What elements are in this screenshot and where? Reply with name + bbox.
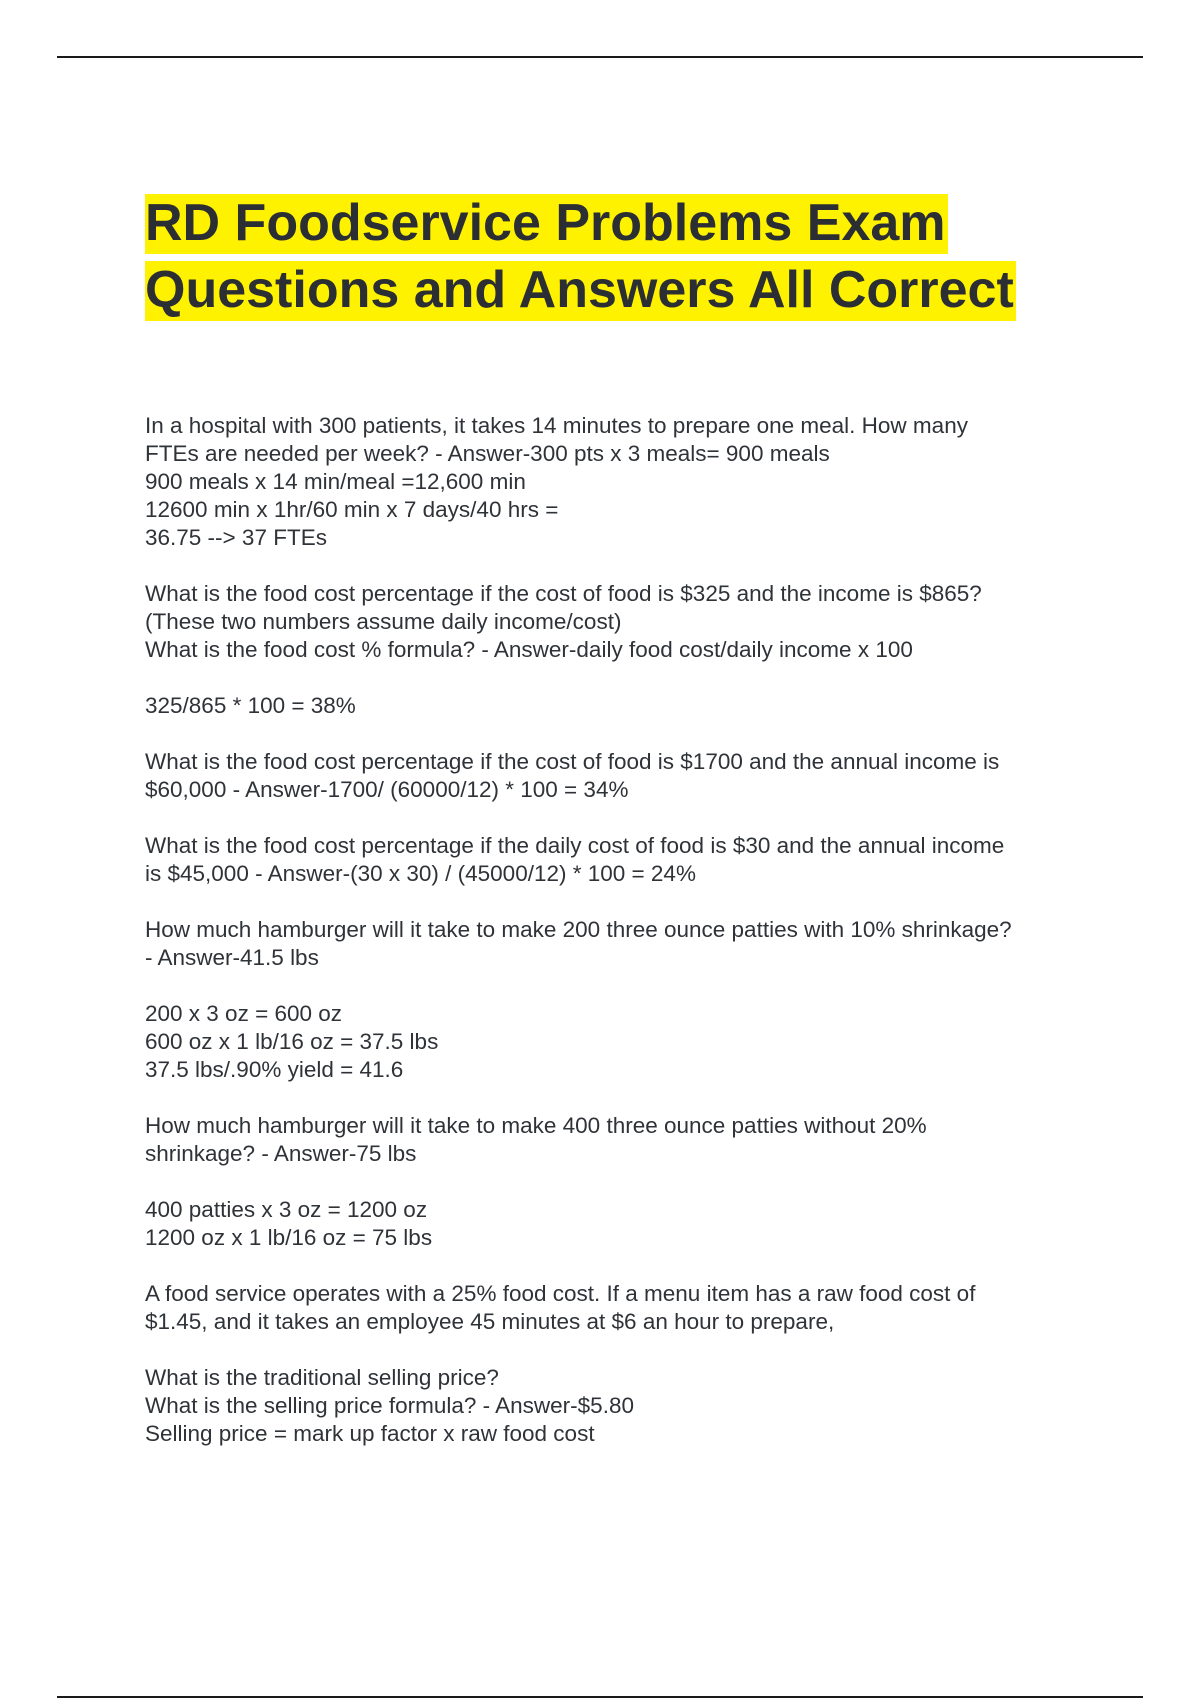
calculation-block	[145, 1000, 1090, 1084]
qa-block-selling-price	[145, 1364, 1090, 1448]
text-line: is $45,000 - Answer-(30 x 30) / (45000/12) * 100 = 24%	[145, 861, 696, 886]
text-line: What is the traditional selling price?	[145, 1365, 499, 1390]
text-line: 200 x 3 oz = 600 oz	[145, 1001, 343, 1026]
text-line: What is the food cost % formula? - Answer-daily food cost/daily income x 100	[145, 637, 913, 662]
qa-block-food-cost-daily	[145, 580, 1090, 664]
text-line: What is the food cost percentage if the cost of food is $325 and the income is $865?	[145, 581, 982, 606]
text-line: $1.45, and it takes an employee 45 minutes at $6 an hour to prepare,	[145, 1309, 835, 1334]
qa-block-menu-item	[145, 1280, 1090, 1336]
text-line: 36.75 --> 37 FTEs	[145, 525, 327, 550]
text-line: $60,000 - Answer-1700/ (60000/12) * 100 = 34%	[145, 777, 629, 802]
qa-block-hamburger-200	[145, 916, 1090, 972]
text-line: How much hamburger will it take to make 200 three ounce patties with 10% shrinkage?	[145, 917, 1012, 942]
text-line: FTEs are needed per week? - Answer-300 pts x 3 meals= 900 meals	[145, 441, 830, 466]
text-line: - Answer-41.5 lbs	[145, 945, 319, 970]
document-body	[145, 412, 1090, 1476]
calculation-block	[145, 692, 1090, 720]
text-line: 325/865 * 100 = 38%	[145, 693, 356, 718]
text-line: 600 oz x 1 lb/16 oz = 37.5 lbs	[145, 1029, 439, 1054]
text-line: 1200 oz x 1 lb/16 oz = 75 lbs	[145, 1225, 433, 1250]
text-line: 37.5 lbs/.90% yield = 41.6	[145, 1057, 404, 1082]
qa-block-food-cost-daily-annual	[145, 832, 1090, 888]
document-title	[145, 190, 1090, 324]
text-line: shrinkage? - Answer-75 lbs	[145, 1141, 417, 1166]
text-line: How much hamburger will it take to make 400 three ounce patties without 20%	[145, 1113, 927, 1138]
text-line: What is the selling price formula? - Answer-$5.80	[145, 1393, 634, 1418]
title-line: Questions and Answers All Correct	[145, 261, 1014, 319]
text-line: 900 meals x 14 min/meal =12,600 min	[145, 469, 526, 494]
text-line: What is the food cost percentage if the daily cost of food is $30 and the annual income	[145, 833, 1005, 858]
qa-block-hamburger-400	[145, 1112, 1090, 1168]
title-line: RD Foodservice Problems Exam	[145, 194, 946, 252]
bottom-rule	[57, 1696, 1143, 1698]
text-line: 400 patties x 3 oz = 1200 oz	[145, 1197, 428, 1222]
text-line: 12600 min x 1hr/60 min x 7 days/40 hrs =	[145, 497, 559, 522]
top-rule	[57, 56, 1143, 58]
text-line: Selling price = mark up factor x raw food cost	[145, 1421, 595, 1446]
calculation-block	[145, 1196, 1090, 1252]
text-line: What is the food cost percentage if the cost of food is $1700 and the annual income is	[145, 749, 1000, 774]
qa-block-fte	[145, 412, 1090, 552]
qa-block-food-cost-annual	[145, 748, 1090, 804]
text-line: In a hospital with 300 patients, it takes 14 minutes to prepare one meal. How many	[145, 413, 968, 438]
text-line: (These two numbers assume daily income/cost)	[145, 609, 622, 634]
text-line: A food service operates with a 25% food cost. If a menu item has a raw food cost of	[145, 1281, 976, 1306]
